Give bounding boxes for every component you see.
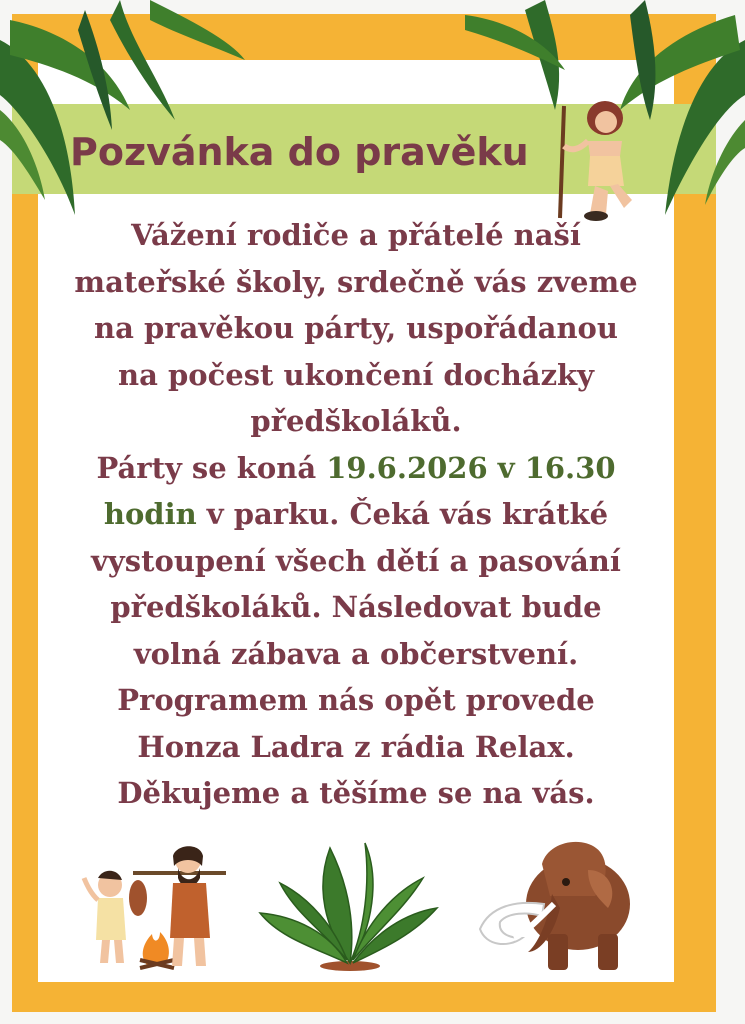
invitation-line-date <box>50 445 662 492</box>
invitation-line: předškoláků. Následovat bude <box>110 590 602 624</box>
invitation-line: Honza Ladra z rádia Relax. <box>137 729 575 764</box>
page-title: Pozvánka do pravěku <box>70 130 529 174</box>
cavewoman-icon <box>550 96 645 226</box>
fern-plant-icon <box>255 838 440 973</box>
mammoth-icon <box>470 834 640 976</box>
hours-word: hodin <box>103 497 197 531</box>
invitation-body <box>50 212 662 817</box>
place-text: v parku. Čeká vás krátké <box>196 497 609 531</box>
palm-leaves-left-icon <box>0 0 260 230</box>
invitation-line: Děkujeme a těšíme se na vás. <box>117 776 595 810</box>
invitation-line: na počest ukončení docházky <box>118 357 594 392</box>
party-date-time: 19.6.2026 v 16.30 <box>326 450 616 485</box>
cave-family-fire-icon <box>78 838 228 973</box>
invitation-line: Vážení rodiče a přátelé naší <box>131 218 581 252</box>
party-intro-text: Párty se koná <box>96 450 327 485</box>
invitation-line-place <box>50 491 662 538</box>
invitation-line: Programem nás opět provede <box>117 683 595 717</box>
invitation-line: na pravěkou párty, uspořádanou <box>94 311 618 345</box>
invitation-line: volná zábava a občerstvení. <box>133 636 579 671</box>
invitation-line: vystoupení všech dětí a pasování <box>91 543 621 578</box>
invitation-line: mateřské školy, srdečně vás zveme <box>74 264 638 299</box>
invitation-line: předškoláků. <box>250 404 462 438</box>
